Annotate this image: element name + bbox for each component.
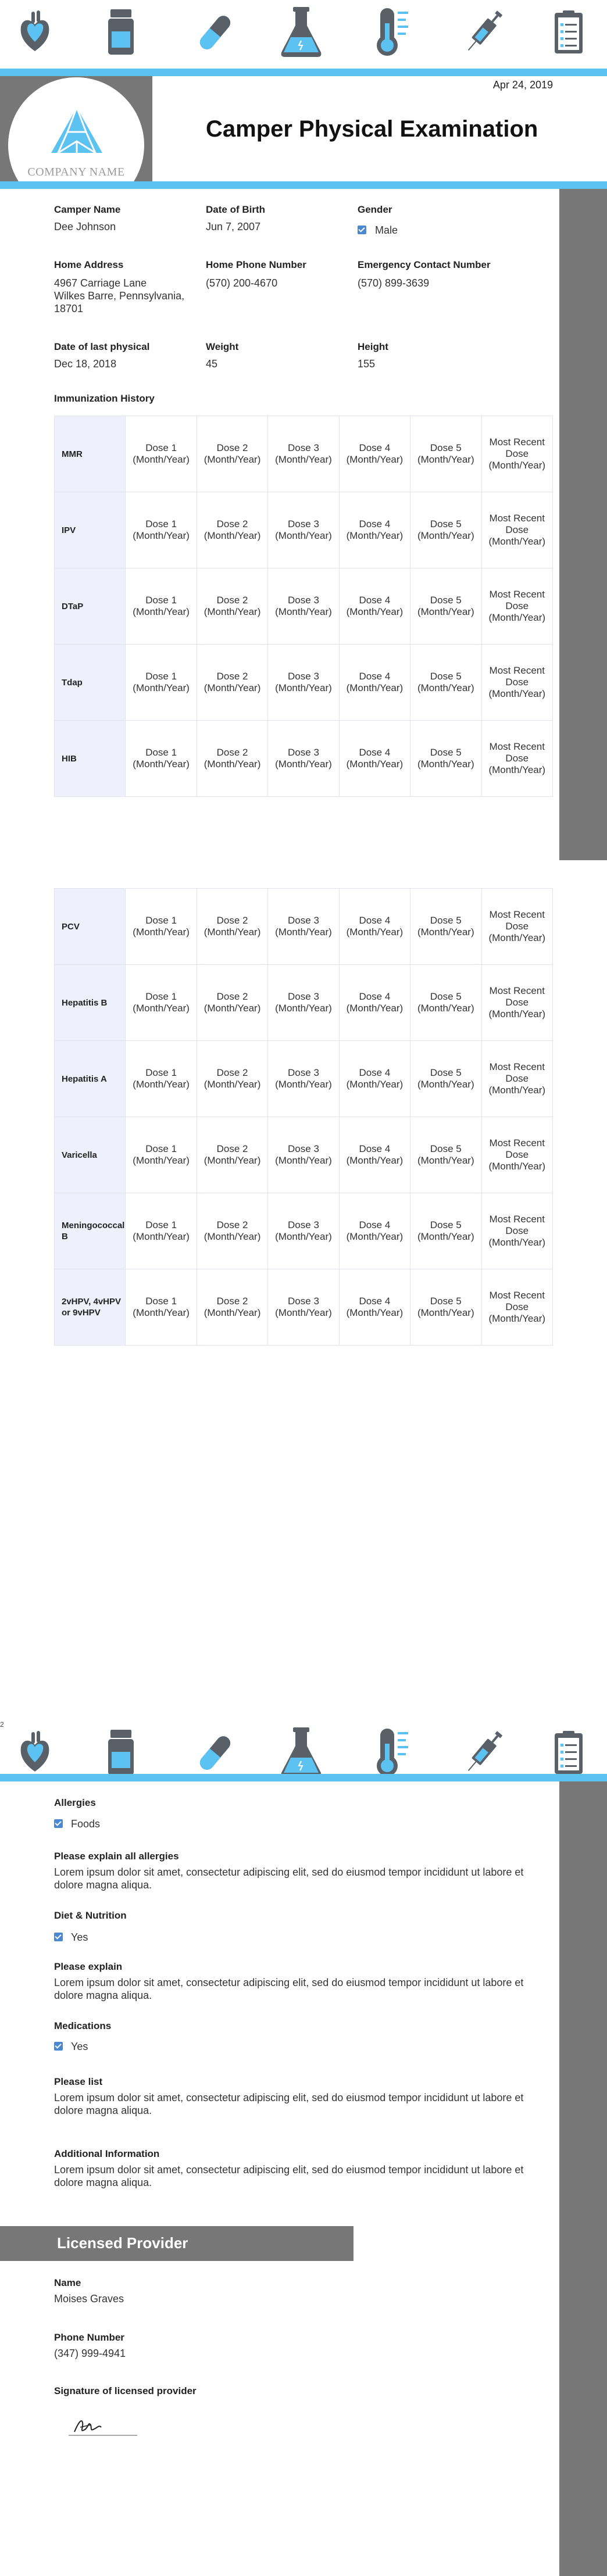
weight-value: 45 — [206, 358, 218, 370]
dose-cell[interactable]: Dose 2 (Month/Year) — [197, 492, 267, 568]
dose-cell[interactable]: Dose 1 (Month/Year) — [126, 889, 197, 965]
vaccine-name: IPV — [55, 492, 126, 568]
table-row — [55, 645, 553, 721]
dose-cell[interactable]: Most Recent Dose (Month/Year) — [481, 1269, 552, 1346]
dose-cell[interactable]: Dose 3 (Month/Year) — [268, 568, 339, 645]
emergency-contact-label: Emergency Contact Number — [358, 259, 491, 270]
dose-cell[interactable]: Dose 5 (Month/Year) — [410, 1041, 481, 1117]
dob-label: Date of Birth — [206, 204, 265, 215]
dose-cell[interactable]: Dose 2 (Month/Year) — [197, 1193, 267, 1269]
address-line-1: 4967 Carriage Lane — [54, 277, 147, 289]
vaccine-name: Meningococcal B — [55, 1193, 126, 1269]
dose-cell[interactable]: Dose 5 (Month/Year) — [410, 1193, 481, 1269]
signature-image — [65, 2412, 141, 2440]
dose-cell[interactable]: Dose 3 (Month/Year) — [268, 1269, 339, 1346]
dose-cell[interactable]: Dose 5 (Month/Year) — [410, 1117, 481, 1193]
flask-icon — [278, 1726, 324, 1779]
right-margin-bar — [559, 189, 607, 860]
additional-info-label: Additional Information — [54, 2148, 160, 2159]
diet-label: Diet & Nutrition — [54, 1910, 127, 1921]
dose-cell[interactable]: Dose 3 (Month/Year) — [268, 645, 339, 721]
dose-cell[interactable]: Dose 3 (Month/Year) — [268, 1041, 339, 1117]
dose-cell[interactable]: Most Recent Dose (Month/Year) — [481, 1193, 552, 1269]
page-title: Camper Physical Examination — [206, 116, 538, 142]
table-row — [55, 568, 553, 645]
dose-cell[interactable]: Dose 3 (Month/Year) — [268, 1193, 339, 1269]
thermometer-icon — [372, 1726, 410, 1779]
allergies-label: Allergies — [54, 1797, 96, 1808]
address-label: Home Address — [54, 259, 124, 270]
dose-cell[interactable]: Dose 4 (Month/Year) — [339, 492, 410, 568]
dose-cell[interactable]: Dose 1 (Month/Year) — [126, 965, 197, 1041]
dose-cell[interactable]: Most Recent Dose (Month/Year) — [481, 1117, 552, 1193]
vaccine-name: PCV — [55, 889, 126, 965]
dose-cell[interactable]: Dose 5 (Month/Year) — [410, 721, 481, 797]
height-label: Height — [358, 341, 388, 352]
diet-checkbox[interactable] — [54, 1933, 63, 1941]
dose-cell[interactable]: Dose 2 (Month/Year) — [197, 645, 267, 721]
dose-cell[interactable]: Dose 4 (Month/Year) — [339, 1269, 410, 1346]
allergies-value: Foods — [71, 1818, 101, 1830]
table-row — [55, 965, 553, 1041]
provider-phone-label: Phone Number — [54, 2332, 124, 2343]
company-logo-icon — [50, 106, 103, 154]
table-row — [55, 416, 553, 492]
camper-name-label: Camper Name — [54, 204, 121, 215]
accent-bar — [0, 69, 607, 76]
vaccine-name: Hepatitis A — [55, 1041, 126, 1117]
vaccine-name: Tdap — [55, 645, 126, 721]
medications-list-text: Lorem ipsum dolor sit amet, consectetur adipiscing elit, sed do eiusmod tempor incididunt ut labore et dolore magna aliqua. — [54, 2092, 524, 2116]
dose-cell[interactable]: Dose 5 (Month/Year) — [410, 1269, 481, 1346]
dose-cell[interactable]: Most Recent Dose (Month/Year) — [481, 965, 552, 1041]
table-row — [55, 492, 553, 568]
dose-cell[interactable]: Most Recent Dose (Month/Year) — [481, 416, 552, 492]
syringe-icon — [465, 1726, 502, 1779]
licensed-provider-header — [0, 2226, 354, 2261]
signature-label: Signature of licensed provider — [54, 2385, 197, 2396]
dose-cell[interactable]: Dose 1 (Month/Year) — [126, 1117, 197, 1193]
explain-allergies-text: Lorem ipsum dolor sit amet, consectetur adipiscing elit, sed do eiusmod tempor incididunt ut labore et dolore magna aliqua. — [54, 1866, 524, 1891]
medications-value: Yes — [71, 2041, 88, 2052]
dose-cell[interactable]: Dose 3 (Month/Year) — [268, 721, 339, 797]
accent-bar-lower — [0, 181, 607, 189]
company-name: COMPANY NAME — [27, 166, 125, 178]
last-physical: Dec 18, 2018 — [54, 358, 117, 370]
dose-cell[interactable]: Most Recent Dose (Month/Year) — [481, 568, 552, 645]
diet-value: Yes — [71, 1931, 88, 1943]
dose-cell[interactable]: Dose 5 (Month/Year) — [410, 889, 481, 965]
gender-value: Male — [375, 224, 398, 236]
table-row — [55, 1193, 553, 1269]
flask-icon — [278, 6, 324, 58]
dose-cell[interactable]: Dose 1 (Month/Year) — [126, 1269, 197, 1346]
medicine-bottle-icon — [105, 8, 137, 57]
pill-icon — [198, 10, 233, 55]
address-line-3: 18701 — [54, 303, 84, 314]
dose-cell[interactable]: Dose 3 (Month/Year) — [268, 492, 339, 568]
dose-cell[interactable]: Dose 4 (Month/Year) — [339, 889, 410, 965]
icon-bar — [0, 0, 607, 69]
dose-cell[interactable]: Dose 5 (Month/Year) — [410, 492, 481, 568]
medicine-bottle-icon — [105, 1729, 137, 1777]
explain-allergies-label: Please explain all allergies — [54, 1851, 179, 1862]
height-value: 155 — [358, 358, 376, 370]
dose-cell[interactable]: Dose 2 (Month/Year) — [197, 568, 267, 645]
dose-cell[interactable]: Dose 3 (Month/Year) — [268, 889, 339, 965]
dose-cell[interactable]: Dose 3 (Month/Year) — [268, 1117, 339, 1193]
dose-cell[interactable]: Dose 4 (Month/Year) — [339, 568, 410, 645]
page-2 — [0, 860, 607, 1720]
page-1 — [0, 0, 607, 860]
document-date: Apr 24, 2019 — [492, 79, 553, 91]
dose-cell[interactable]: Dose 2 (Month/Year) — [197, 1269, 267, 1346]
table-row — [55, 1117, 553, 1193]
heart-icon — [17, 1730, 52, 1776]
medications-label: Medications — [54, 2020, 112, 2031]
dose-cell[interactable]: Dose 4 (Month/Year) — [339, 1041, 410, 1117]
pill-icon — [198, 1731, 233, 1775]
dose-cell[interactable]: Dose 5 (Month/Year) — [410, 416, 481, 492]
dose-cell[interactable]: Most Recent Dose (Month/Year) — [481, 889, 552, 965]
thermometer-icon — [372, 6, 410, 58]
dose-cell[interactable]: Dose 4 (Month/Year) — [339, 1193, 410, 1269]
camper-name: Dee Johnson — [54, 221, 116, 232]
dose-cell[interactable]: Dose 4 (Month/Year) — [339, 645, 410, 721]
dose-cell[interactable]: Dose 4 (Month/Year) — [339, 416, 410, 492]
dose-cell[interactable]: Dose 5 (Month/Year) — [410, 645, 481, 721]
dose-cell[interactable]: Most Recent Dose (Month/Year) — [481, 1041, 552, 1117]
dose-cell[interactable]: Dose 1 (Month/Year) — [126, 416, 197, 492]
dose-cell[interactable]: Dose 4 (Month/Year) — [339, 721, 410, 797]
table-row — [55, 1269, 553, 1346]
address-line-2: Wilkes Barre, Pennsylvania, — [54, 290, 185, 302]
immunization-table — [54, 416, 553, 797]
home-phone: (570) 200-4670 — [206, 277, 278, 289]
additional-info-text: Lorem ipsum dolor sit amet, consectetur adipiscing elit, sed do eiusmod tempor incididunt ut labore et dolore magna aliqua. — [54, 2164, 524, 2188]
clipboard-icon — [552, 9, 585, 56]
clipboard-icon — [552, 1730, 585, 1776]
medications-checkbox[interactable] — [54, 2042, 63, 2051]
dose-cell[interactable]: Dose 4 (Month/Year) — [339, 965, 410, 1041]
dose-cell[interactable]: Dose 2 (Month/Year) — [197, 965, 267, 1041]
immunization-table-continued — [54, 888, 553, 1346]
table-row — [55, 1041, 553, 1117]
dose-cell[interactable]: Dose 3 (Month/Year) — [268, 965, 339, 1041]
provider-name-label: Name — [54, 2277, 81, 2288]
gender-label: Gender — [358, 204, 392, 215]
explain-diet-text: Lorem ipsum dolor sit amet, consectetur adipiscing elit, sed do eiusmod tempor incididunt ut labore et dolore magna aliqua. — [54, 1977, 524, 2001]
dose-cell[interactable]: Most Recent Dose (Month/Year) — [481, 645, 552, 721]
dose-cell[interactable]: Dose 1 (Month/Year) — [126, 1193, 197, 1269]
accent-bar — [0, 1774, 607, 1781]
syringe-icon — [465, 6, 502, 58]
home-phone-label: Home Phone Number — [206, 259, 306, 270]
dose-cell[interactable]: Dose 2 (Month/Year) — [197, 721, 267, 797]
table-row — [55, 889, 553, 965]
vaccine-name: MMR — [55, 416, 126, 492]
dose-cell[interactable]: Dose 1 (Month/Year) — [126, 492, 197, 568]
vaccine-name: DTaP — [55, 568, 126, 645]
vaccine-name: Varicella — [55, 1117, 126, 1193]
dose-cell[interactable]: Dose 2 (Month/Year) — [197, 1041, 267, 1117]
last-physical-label: Date of last physical — [54, 341, 150, 352]
gender-checkbox[interactable] — [358, 226, 366, 234]
dose-cell[interactable]: Dose 1 (Month/Year) — [126, 721, 197, 797]
emergency-contact: (570) 899-3639 — [358, 277, 430, 289]
page-number: 2 — [0, 1720, 4, 1729]
dose-cell[interactable]: Dose 2 (Month/Year) — [197, 416, 267, 492]
dose-cell[interactable]: Most Recent Dose (Month/Year) — [481, 492, 552, 568]
right-margin-bar — [559, 1781, 607, 2576]
dose-cell[interactable]: Dose 3 (Month/Year) — [268, 416, 339, 492]
weight-label: Weight — [206, 341, 239, 352]
dose-cell[interactable]: Dose 5 (Month/Year) — [410, 965, 481, 1041]
dob-value: Jun 7, 2007 — [206, 221, 261, 232]
dose-cell[interactable]: Most Recent Dose (Month/Year) — [481, 721, 552, 797]
dose-cell[interactable]: Dose 1 (Month/Year) — [126, 1041, 197, 1117]
company-logo-panel — [0, 76, 152, 181]
table-row — [55, 721, 553, 797]
dose-cell[interactable]: Dose 5 (Month/Year) — [410, 568, 481, 645]
provider-phone: (347) 999-4941 — [54, 2348, 126, 2359]
dose-cell[interactable]: Dose 1 (Month/Year) — [126, 645, 197, 721]
dose-cell[interactable]: Dose 1 (Month/Year) — [126, 568, 197, 645]
explain-diet-label: Please explain — [54, 1961, 123, 1972]
allergies-checkbox[interactable] — [54, 1819, 63, 1828]
immunization-heading: Immunization History — [54, 393, 155, 404]
vaccine-name: Hepatitis B — [55, 965, 126, 1041]
vaccine-name: HIB — [55, 721, 126, 797]
heart-icon — [17, 9, 52, 56]
list-label: Please list — [54, 2076, 103, 2087]
dose-cell[interactable]: Dose 4 (Month/Year) — [339, 1117, 410, 1193]
dose-cell[interactable]: Dose 2 (Month/Year) — [197, 889, 267, 965]
provider-name: Moises Graves — [54, 2293, 124, 2305]
dose-cell[interactable]: Dose 2 (Month/Year) — [197, 1117, 267, 1193]
licensed-provider-title: Licensed Provider — [57, 2234, 188, 2252]
vaccine-name: 2vHPV, 4vHPV or 9vHPV — [55, 1269, 126, 1346]
